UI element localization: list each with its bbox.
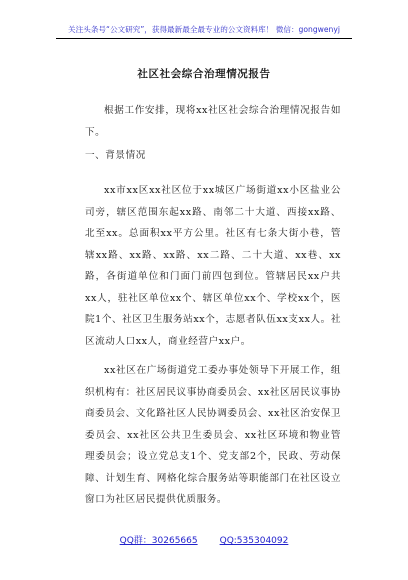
- footer-contact: [0, 533, 408, 546]
- body-paragraph-1: xx市xx区xx社区位于xx城区广场街道xx小区盐业公司旁，辖区范围东起xx路、南邻二十大道、西接xx路、北至xx。总面积xx平方公里。社区有七条大街小巷，管辖xx路、xx路、xx路、xx二路、二十大道、xx巷、xx路，各街道单位和门面门前四包到位。管辖居民xx户共xx人，驻社区单位xx个、辖区单位xx个、学校xx个，医院1个、社区卫生服务站xx个，志愿者队伍xx支xx人。社区流动人口xx人，商业经营户xx户。: [85, 185, 341, 347]
- section-heading: 一、背景情况: [85, 150, 146, 161]
- document-title: 社区社会综合治理情况报告: [137, 68, 271, 80]
- body-paragraph-2: xx社区在广场街道党工委办事处领导下开展工作，组织机构有：社区居民议事协商委员会、xx社区居民议事协商委员会、文化路社区人民协调委员会、xx社区治安保卫委员会、xx社区公共卫生委员会、xx社区环境和物业管理委员会；设立党总支1个、党支部2个，民政、劳动保障、计划生育、网格化综合服务站等职能部门在社区设立窗口为社区居民提供优质服务。: [85, 365, 341, 505]
- intro-paragraph: 根据工作安排，现将xx社区社会综合治理情况报告如下。: [85, 105, 341, 138]
- qq-group-link[interactable]: QQ群：30265665: [119, 536, 198, 546]
- qq-link[interactable]: QQ:535304092: [219, 536, 289, 546]
- header-divider: [56, 38, 352, 39]
- header-banner: 关注头条号“公文研究”，获得最新最全最专业的公文资料库！ 微信：gongwenyj: [68, 25, 340, 34]
